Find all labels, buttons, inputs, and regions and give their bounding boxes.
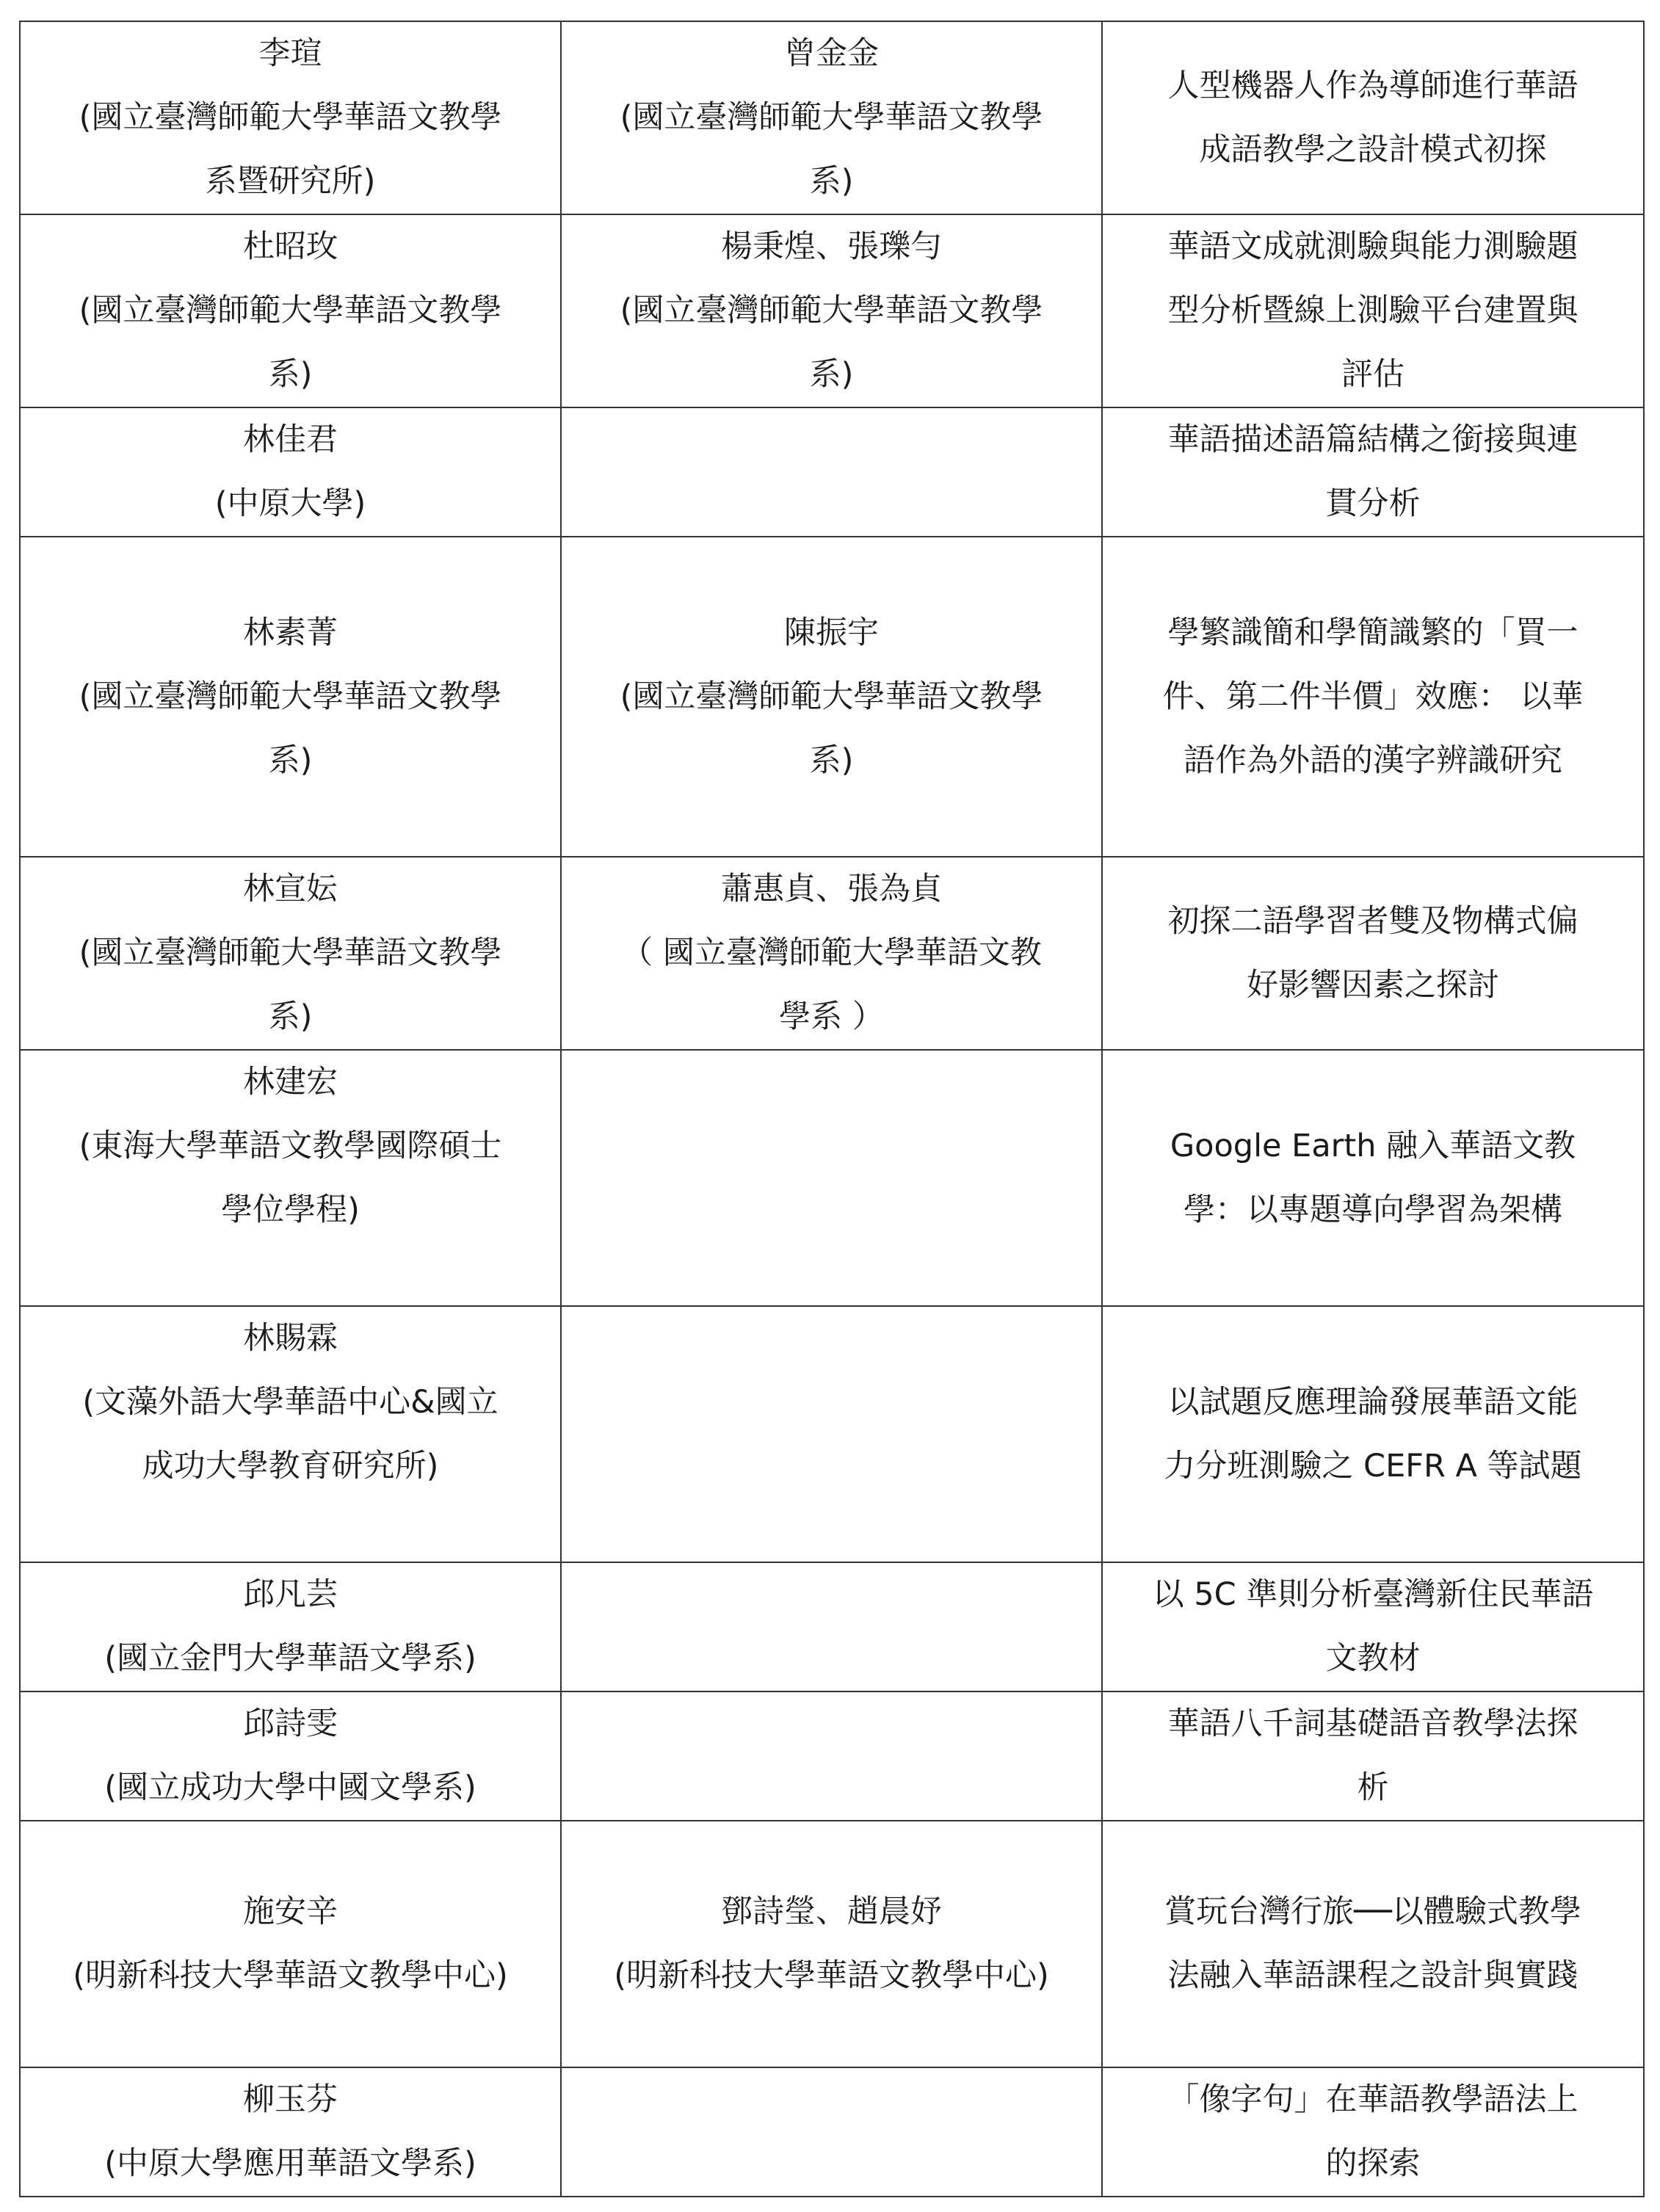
paper-title: 人型機器人作為導師進行華語 xyxy=(1167,67,1579,104)
paper-list-table xyxy=(19,21,1645,2197)
paper-title: 型分析暨線上測驗平台建置與 xyxy=(1167,292,1579,329)
paper-title: 以試題反應理論發展華語文能 xyxy=(1167,1383,1579,1421)
paper-title: 好影響因素之探討 xyxy=(1247,966,1499,1004)
author-name: 施安辛 xyxy=(243,1893,338,1930)
author-affiliation: (中原大學) xyxy=(214,485,366,522)
author-cell xyxy=(20,1821,561,2067)
advisor-cell xyxy=(561,214,1102,407)
advisor-name: 曾金金 xyxy=(784,35,879,72)
paper-title: 華語文成就測驗與能力測驗題 xyxy=(1167,228,1579,265)
paper-title: 析 xyxy=(1357,1769,1389,1806)
author-cell xyxy=(20,1691,561,1821)
author-name: 邱詩雯 xyxy=(243,1705,338,1742)
advisor-cell xyxy=(561,407,1102,537)
author-cell xyxy=(20,407,561,537)
table-row xyxy=(20,1306,1644,1562)
author-affiliation: (文藻外語大學華語中心&國立 xyxy=(82,1384,499,1421)
author-affiliation: (國立金門大學華語文學系) xyxy=(104,1640,476,1677)
paper-title: 以 5C 準則分析臺灣新住民華語 xyxy=(1152,1576,1594,1613)
author-affiliation: (東海大學華語文教學國際碩士 xyxy=(79,1128,502,1164)
author-affiliation: (國立臺灣師範大學華語文教學 xyxy=(79,99,502,136)
advisor-cell xyxy=(561,2067,1102,2197)
table-row xyxy=(20,214,1644,407)
advisor-affiliation: （ 國立臺灣師範大學華語文教 xyxy=(621,935,1042,971)
author-affiliation: (明新科技大學華語文教學中心) xyxy=(73,1957,508,1994)
table-row xyxy=(20,1821,1644,2067)
author-cell xyxy=(20,1050,561,1306)
paper-title: 初探二語學習者雙及物構式偏 xyxy=(1167,902,1579,940)
author-name: 杜昭玫 xyxy=(243,228,338,265)
title-cell xyxy=(1102,21,1644,214)
table-row xyxy=(20,407,1644,537)
paper-title: 貫分析 xyxy=(1325,485,1421,522)
title-cell xyxy=(1102,407,1644,537)
paper-title: Google Earth 融入華語文教 xyxy=(1170,1127,1576,1164)
title-cell xyxy=(1102,1306,1644,1562)
paper-title: 學：以專題導向學習為架構 xyxy=(1184,1191,1562,1228)
table-row xyxy=(20,1562,1644,1691)
paper-title: 華語描述語篇結構之銜接與連 xyxy=(1167,421,1579,458)
author-affiliation: 學位學程) xyxy=(221,1192,360,1228)
paper-title: 語作為外語的漢字辨識研究 xyxy=(1184,741,1562,779)
advisor-cell xyxy=(561,1562,1102,1691)
advisor-affiliation: 系) xyxy=(809,356,854,393)
table-row xyxy=(20,2067,1644,2197)
author-cell xyxy=(20,214,561,407)
advisor-name: 蕭惠貞、張為貞 xyxy=(721,871,942,907)
paper-title: 學繁識簡和學簡識繁的「買一 xyxy=(1167,614,1579,651)
author-affiliation: 系) xyxy=(268,741,313,779)
advisor-cell xyxy=(561,857,1102,1050)
advisor-affiliation: (國立臺灣師範大學華語文教學 xyxy=(620,292,1043,329)
advisor-cell xyxy=(561,1050,1102,1306)
title-cell xyxy=(1102,1050,1644,1306)
advisor-name: 陳振宇 xyxy=(784,614,879,651)
title-cell xyxy=(1102,1562,1644,1691)
advisor-cell xyxy=(561,537,1102,857)
paper-title: 賞玩台灣行旅──以體驗式教學 xyxy=(1164,1893,1581,1930)
author-affiliation: 成功大學教育研究所) xyxy=(142,1448,439,1484)
author-affiliation: 系) xyxy=(268,998,313,1035)
author-cell xyxy=(20,21,561,214)
advisor-cell xyxy=(561,1306,1102,1562)
paper-title: 「像字句」在華語教學語法上 xyxy=(1167,2081,1579,2118)
advisor-affiliation: (國立臺灣師範大學華語文教學 xyxy=(620,678,1043,715)
author-name: 柳玉芬 xyxy=(243,2081,338,2118)
author-cell xyxy=(20,1562,561,1691)
title-cell xyxy=(1102,537,1644,857)
paper-title: 的探索 xyxy=(1325,2145,1421,2182)
advisor-name: 楊秉煌、張瓅勻 xyxy=(721,228,942,265)
paper-title: 件、第二件半價」效應： 以華 xyxy=(1162,678,1584,715)
author-cell xyxy=(20,2067,561,2197)
table-row xyxy=(20,857,1644,1050)
advisor-affiliation: (國立臺灣師範大學華語文教學 xyxy=(620,99,1043,136)
advisor-affiliation: 系) xyxy=(809,163,854,200)
advisor-affiliation: (明新科技大學華語文教學中心) xyxy=(614,1957,1049,1994)
author-cell xyxy=(20,537,561,857)
author-name: 林宣妘 xyxy=(243,871,338,907)
paper-title: 法融入華語課程之設計與實踐 xyxy=(1167,1957,1579,1994)
advisor-affiliation: 系) xyxy=(809,741,854,779)
title-cell xyxy=(1102,1821,1644,2067)
advisor-cell xyxy=(561,1691,1102,1821)
advisor-cell xyxy=(561,1821,1102,2067)
author-cell xyxy=(20,857,561,1050)
advisor-cell xyxy=(561,21,1102,214)
author-affiliation: (國立臺灣師範大學華語文教學 xyxy=(79,678,502,715)
table-body xyxy=(20,21,1644,2197)
author-name: 李瑄 xyxy=(258,35,322,72)
paper-title: 評估 xyxy=(1341,356,1405,393)
paper-title: 華語八千詞基礎語音教學法探 xyxy=(1167,1705,1579,1742)
author-affiliation: 系) xyxy=(268,356,313,393)
title-cell xyxy=(1102,2067,1644,2197)
author-affiliation: (國立臺灣師範大學華語文教學 xyxy=(79,935,502,971)
paper-title: 文教材 xyxy=(1325,1640,1421,1677)
title-cell xyxy=(1102,857,1644,1050)
author-name: 林建宏 xyxy=(243,1064,338,1100)
author-affiliation: (國立成功大學中國文學系) xyxy=(104,1769,476,1806)
title-cell xyxy=(1102,1691,1644,1821)
table-row xyxy=(20,1691,1644,1821)
table-row xyxy=(20,21,1644,214)
author-affiliation: (中原大學應用華語文學系) xyxy=(104,2145,476,2182)
title-cell xyxy=(1102,214,1644,407)
advisor-name: 鄧詩瑩、趙晨妤 xyxy=(721,1893,942,1930)
author-name: 林賜霖 xyxy=(243,1320,338,1357)
advisor-affiliation: 學系 ） xyxy=(779,998,884,1035)
table-row xyxy=(20,1050,1644,1306)
author-cell xyxy=(20,1306,561,1562)
author-affiliation: 系暨研究所) xyxy=(205,163,376,200)
paper-title: 成語教學之設計模式初探 xyxy=(1199,131,1547,168)
paper-list-table-wrap xyxy=(19,21,1643,2197)
table-row xyxy=(20,537,1644,857)
author-affiliation: (國立臺灣師範大學華語文教學 xyxy=(79,292,502,329)
author-name: 林素菁 xyxy=(243,614,338,651)
author-name: 林佳君 xyxy=(243,421,338,458)
author-name: 邱凡芸 xyxy=(243,1576,338,1613)
paper-title: 力分班測驗之 CEFR A 等試題 xyxy=(1164,1447,1582,1484)
